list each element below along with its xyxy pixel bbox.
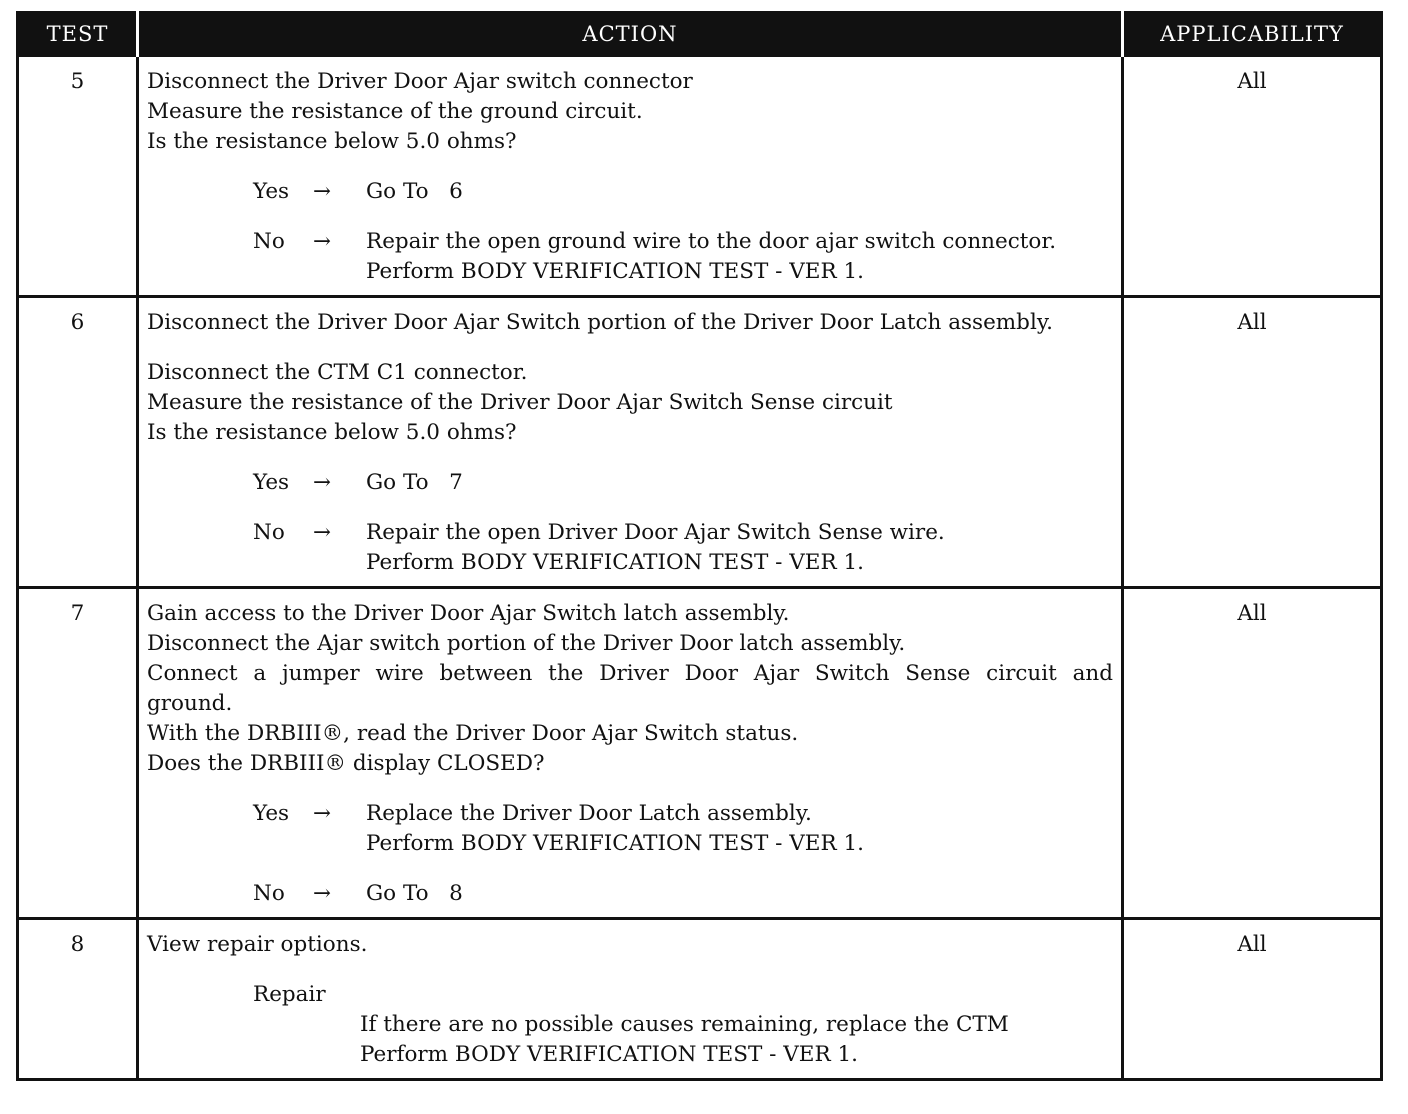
yes-branch xyxy=(253,799,1113,859)
action-line: Measure the resistance of the Driver Door Ajar Switch Sense circuit xyxy=(147,390,893,415)
yes-label: Yes xyxy=(253,470,290,495)
repair-instruction: If there are no possible causes remaining, replace the CTM xyxy=(360,1012,1009,1037)
applicability-value: All xyxy=(1123,919,1382,1080)
table-row-test-5 xyxy=(18,56,1382,297)
action-line: Disconnect the Driver Door Ajar switch connector xyxy=(147,69,693,94)
applicability-value: All xyxy=(1123,588,1382,919)
action-line: Does the DRBIII® display CLOSED? xyxy=(147,751,545,776)
header-test: TEST xyxy=(18,13,138,56)
right-arrow-icon: → xyxy=(313,470,332,495)
right-arrow-icon: → xyxy=(313,801,332,826)
applicability-value: All xyxy=(1123,297,1382,588)
yes-label: Yes xyxy=(253,801,290,826)
no-result: Perform BODY VERIFICATION TEST - VER 1. xyxy=(366,550,865,575)
no-branch xyxy=(253,227,1113,287)
yes-result: Go To 7 xyxy=(366,470,463,495)
yes-branch xyxy=(253,468,1113,498)
no-label: No xyxy=(253,520,285,545)
test-number: 8 xyxy=(18,919,138,1080)
yes-result: Perform BODY VERIFICATION TEST - VER 1. xyxy=(366,831,865,856)
action-line: Is the resistance below 5.0 ohms? xyxy=(147,129,517,154)
repair-options xyxy=(253,980,1113,1070)
action-cell xyxy=(138,919,1123,1080)
action-line: ground. xyxy=(147,691,233,716)
diagnostic-test-table xyxy=(16,11,1383,1081)
yes-result: Go To 6 xyxy=(366,179,463,204)
header-applicability: APPLICABILITY xyxy=(1123,13,1382,56)
action-line: Disconnect the Ajar switch portion of the Driver Door latch assembly. xyxy=(147,631,906,656)
repair-instruction: Perform BODY VERIFICATION TEST - VER 1. xyxy=(360,1042,859,1067)
applicability-value: All xyxy=(1123,56,1382,297)
action-line: Disconnect the CTM C1 connector. xyxy=(147,360,528,385)
action-cell xyxy=(138,56,1123,297)
yes-label: Yes xyxy=(253,179,290,204)
table-row-test-6 xyxy=(18,297,1382,588)
action-line: Disconnect the Driver Door Ajar Switch portion of the Driver Door Latch assembly. xyxy=(147,310,1053,335)
action-line: With the DRBIII®, read the Driver Door Ajar Switch status. xyxy=(147,721,799,746)
test-number: 7 xyxy=(18,588,138,919)
action-line: Measure the resistance of the ground circuit. xyxy=(147,99,643,124)
repair-label: Repair xyxy=(253,982,326,1007)
yes-result: Replace the Driver Door Latch assembly. xyxy=(366,801,812,826)
table-header-row xyxy=(18,13,1382,56)
header-action: ACTION xyxy=(138,13,1123,56)
table-row-test-7 xyxy=(18,588,1382,919)
action-line: Gain access to the Driver Door Ajar Switch latch assembly. xyxy=(147,601,790,626)
right-arrow-icon: → xyxy=(313,179,332,204)
right-arrow-icon: → xyxy=(313,520,332,545)
no-label: No xyxy=(253,229,285,254)
action-line: View repair options. xyxy=(147,932,368,957)
action-line: Connect a jumper wire between the Driver Door Ajar Switch Sense circuit and xyxy=(147,661,1113,686)
no-branch xyxy=(253,518,1113,578)
no-result: Repair the open ground wire to the door ajar switch connector. xyxy=(366,229,1057,254)
action-line: Is the resistance below 5.0 ohms? xyxy=(147,420,517,445)
action-cell xyxy=(138,588,1123,919)
no-result: Perform BODY VERIFICATION TEST - VER 1. xyxy=(366,259,865,284)
table-row-test-8 xyxy=(18,919,1382,1080)
no-result: Go To 8 xyxy=(366,881,463,906)
test-number: 6 xyxy=(18,297,138,588)
right-arrow-icon: → xyxy=(313,229,332,254)
right-arrow-icon: → xyxy=(313,881,332,906)
action-cell xyxy=(138,297,1123,588)
no-result: Repair the open Driver Door Ajar Switch Sense wire. xyxy=(366,520,945,545)
yes-branch xyxy=(253,177,1113,207)
test-number: 5 xyxy=(18,56,138,297)
no-label: No xyxy=(253,881,285,906)
no-branch xyxy=(253,879,1113,909)
